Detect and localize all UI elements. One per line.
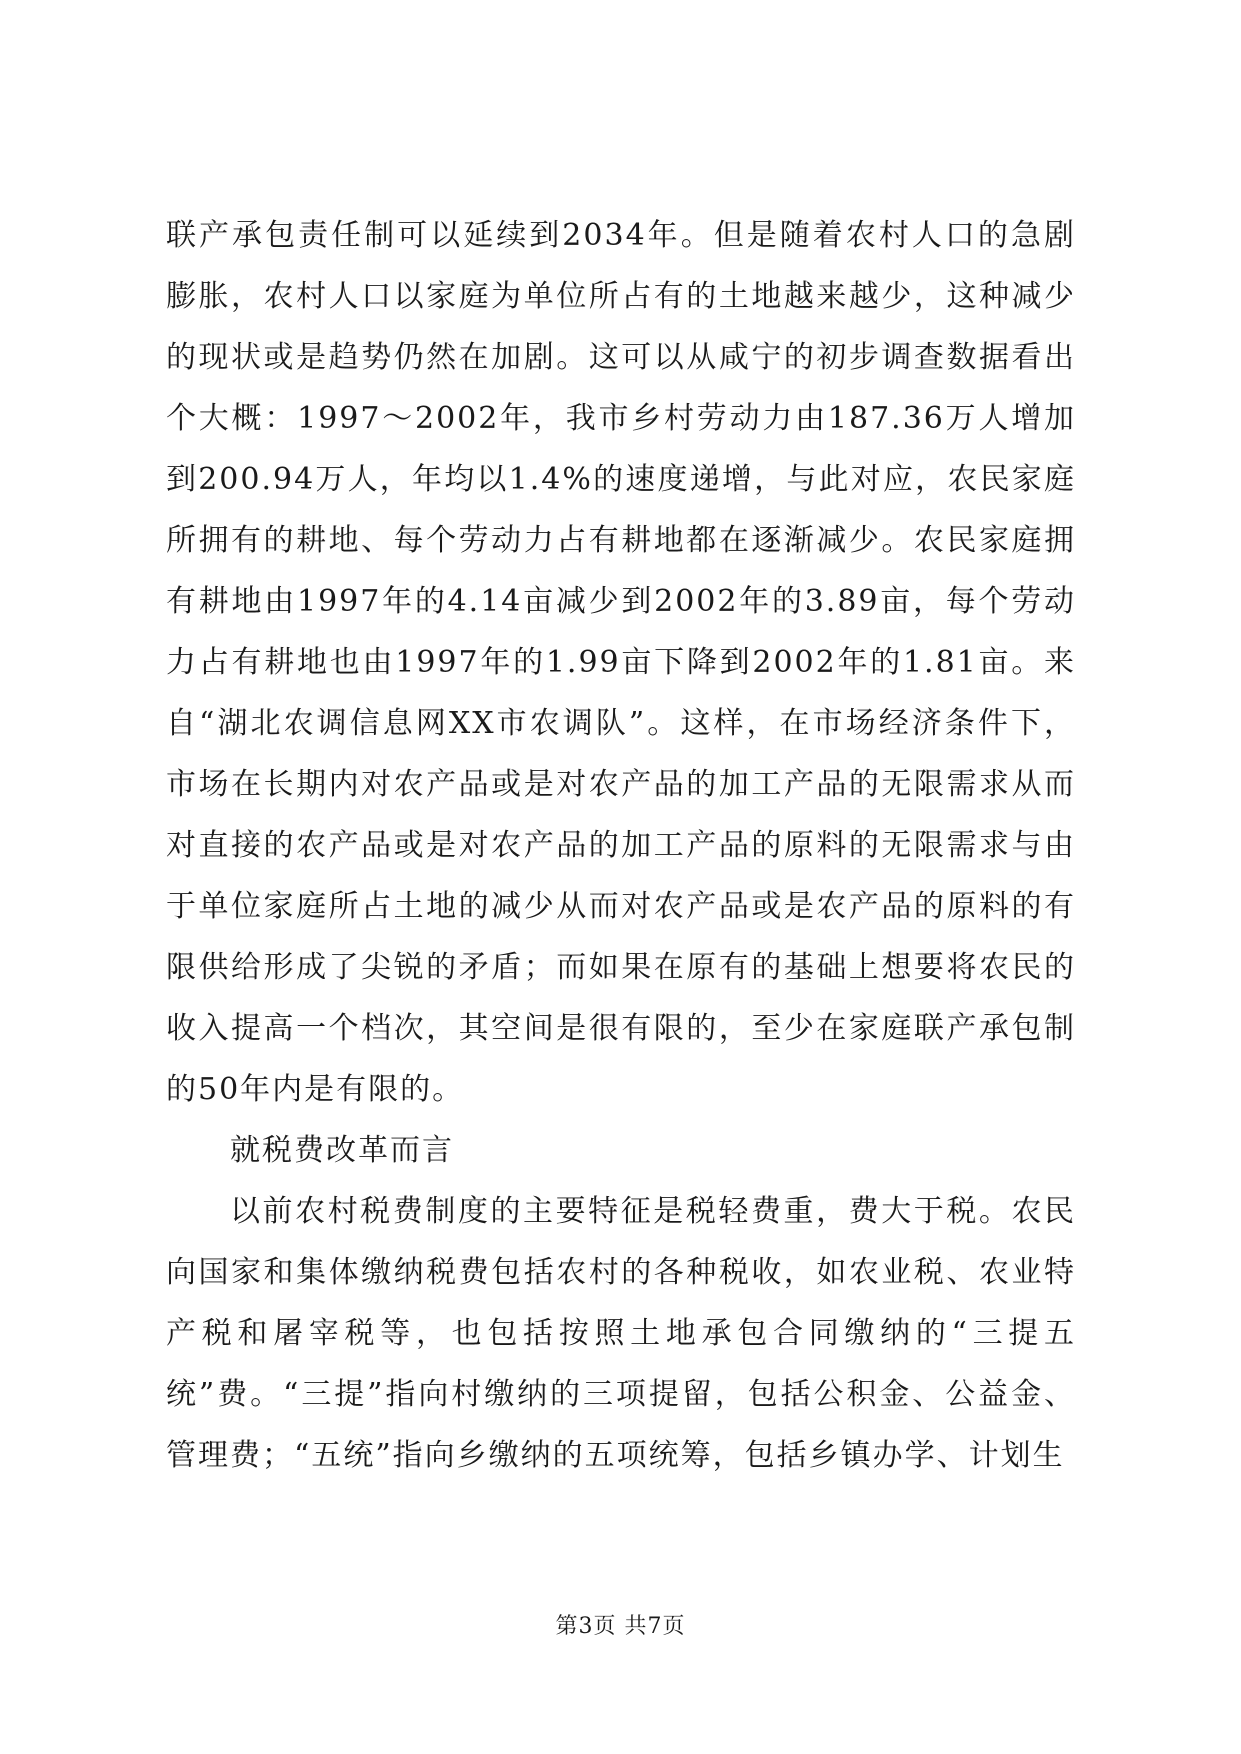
paragraph-tax-system: 以前农村税费制度的主要特征是税轻费重，费大于税。农民向国家和集体缴纳税费包括农村的各种税收，如农业税、农业特产税和屠宰税等，也包括按照土地承包合同缴纳的“三提五统”费。“三提”指向村缴纳的三项提留，包括公积金、公益金、管理费；“五统”指向乡缴纳的五项统筹，包括乡镇办学、计划生	[166, 1194, 1076, 1473]
document-body	[166, 205, 1076, 1486]
section-heading-tax-reform: 就税费改革而言	[230, 1133, 454, 1168]
paragraph-land-contract: 联产承包责任制可以延续到2034年。但是随着农村人口的急剧膨胀，农村人口以家庭为单位所占有的土地越来越少，这种减少的现状或是趋势仍然在加剧。这可以从咸宁的初步调查数据看出个大概：1997～2002年，我市乡村劳动力由187.36万人增加到200.94万人，年均以1.4%的速度递增，与此对应，农民家庭所拥有的耕地、每个劳动力占有耕地都在逐渐减少。农民家庭拥有耕地由1997年的4.14亩减少到2002年的3.89亩，每个劳动力占有耕地也由1997年的1.99亩下降到2002年的1.81亩。来自“湖北农调信息网XX市农调队”。这样，在市场经济条件下，市场在长期内对农产品或是对农产品的加工产品的无限需求从而对直接的农产品或是对农产品的加工产品的原料的无限需求与由于单位家庭所占土地的减少从而对农产品或是农产品的原料的有限供给形成了尖锐的矛盾；而如果在原有的基础上想要将农民的收入提高一个档次，其空间是很有限的，至少在家庭联产承包制的50年内是有限的。	[166, 218, 1076, 1107]
page-number-footer: 第3页 共7页	[555, 1614, 686, 1639]
